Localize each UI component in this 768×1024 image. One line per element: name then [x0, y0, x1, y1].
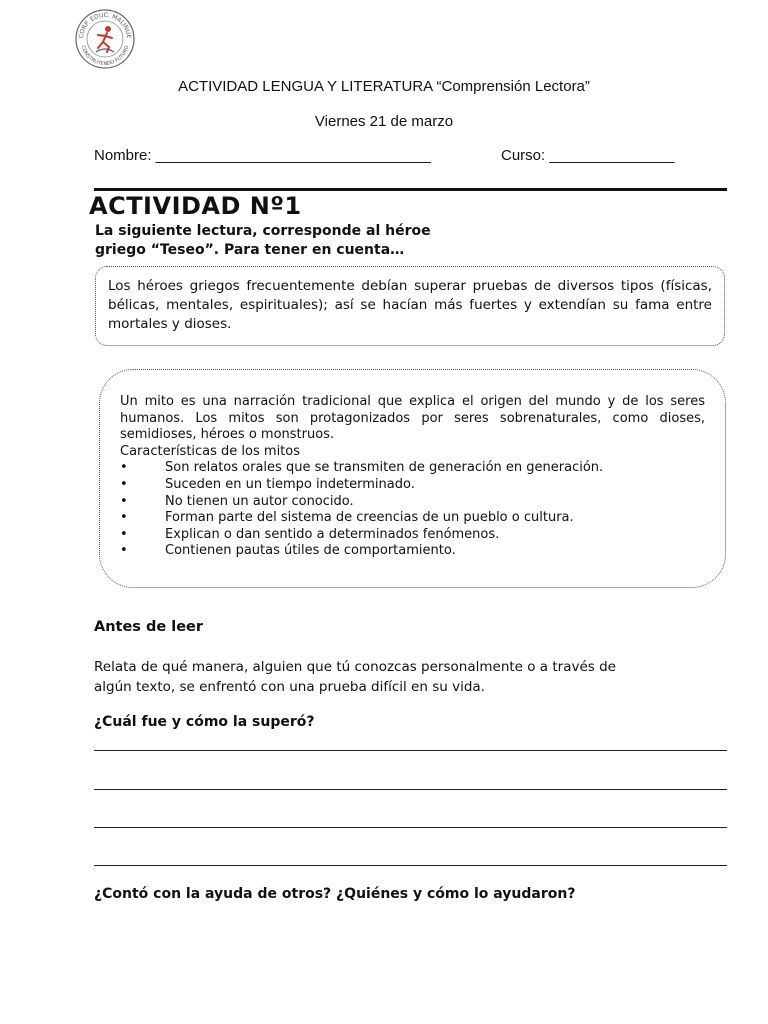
bullet-icon: • [120, 526, 128, 542]
svg-text:CONSTRUYENDO FUTURO: CONSTRUYENDO FUTURO [79, 44, 131, 68]
list-item: • Forman parte del sistema de creencias de un pueblo o cultura. [120, 510, 574, 526]
answer-line[interactable] [94, 789, 727, 790]
list-item: • Suceden en un tiempo indeterminado. [120, 476, 415, 492]
course-field[interactable]: Curso: _______________ [501, 147, 675, 164]
list-item: • Contienen pautas útiles de comportamiento. [120, 543, 456, 559]
bullet-icon: • [120, 476, 128, 492]
heroes-note-text: Los héroes griegos frecuentemente debían superar pruebas de diversos tipos (físicas, bélicas, mentales, espirituales); así se hacían más fuertes y extendían su fama entre mortales y dioses. [108, 278, 712, 332]
section-title-before-reading: Antes de leer [94, 619, 204, 635]
school-seal-icon [74, 8, 136, 70]
question-1: ¿Cuál fue y cómo la superó? [94, 714, 315, 730]
heroes-note-box [95, 266, 725, 346]
list-item: • Explican o dan sentido a determinados fenómenos. [120, 526, 500, 542]
svg-text:CORP. EDUC. MALINUE: CORP. EDUC. MALINUE [77, 11, 133, 39]
answer-line[interactable] [94, 827, 727, 828]
list-item: • Son relatos orales que se transmiten de generación en generación. [120, 460, 604, 476]
bullet-icon: • [120, 493, 128, 509]
writing-prompt: Relata de qué manera, alguien que tú conozcas personalmente o a través de algún texto, se enfrentó con una prueba difícil en su vida. [94, 659, 616, 695]
question-2: ¿Contó con la ayuda de otros? ¿Quiénes y cómo lo ayudaron? [94, 886, 576, 902]
myth-characteristics-list [120, 460, 705, 560]
myth-definition-box [99, 369, 726, 588]
myth-characteristics-title: Características de los mitos [120, 443, 301, 459]
answer-line[interactable] [94, 750, 727, 751]
list-item: • No tienen un autor conocido. [120, 493, 354, 509]
document-title: ACTIVIDAD LENGUA Y LITERATURA “Comprensión Lectora” [178, 78, 590, 95]
document-date: Viernes 21 de marzo [314, 113, 454, 130]
bullet-icon: • [120, 510, 128, 526]
activity-intro: La siguiente lectura, corresponde al héroe griego “Teseo”. Para tener en cuenta… [95, 223, 431, 258]
activity-heading: ACTIVIDAD Nº1 [89, 192, 302, 220]
header-divider [94, 188, 727, 191]
name-field[interactable]: Nombre: _________________________________ [94, 147, 431, 164]
bullet-icon: • [120, 460, 128, 476]
bullet-icon: • [120, 543, 128, 559]
answer-line[interactable] [94, 865, 727, 866]
myth-definition-text: Un mito es una narración tradicional que explica el origen del mundo y de los seres humanos. Los mitos son protagonizados por seres sobrenaturales, como dioses, semidioses, héroes o monstruos. [120, 394, 705, 443]
